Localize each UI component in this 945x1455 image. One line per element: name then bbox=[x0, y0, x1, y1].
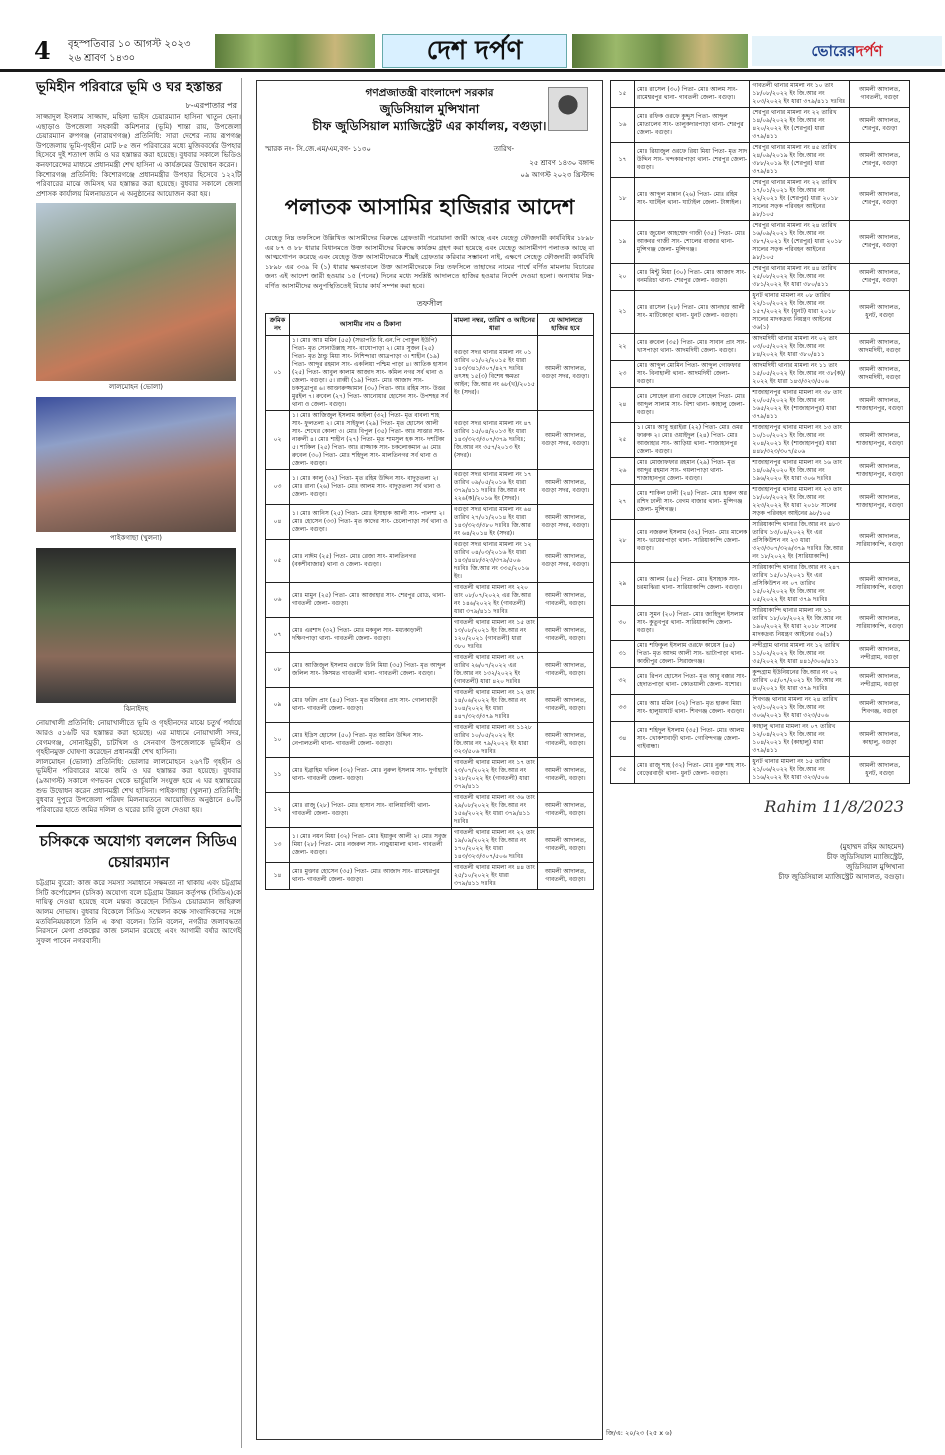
cell-accused: মোঃ রাসেল (৩০) পিতা- মোঃ আলম সাং- রামেশ্বরপুর থানা- গাবতলী জেলা- বগুড়া। bbox=[634, 81, 750, 108]
cell-court: আমলী আদালত, গাবতলী, বগুড়া। bbox=[538, 792, 594, 827]
table-row bbox=[611, 668, 910, 695]
cell-sn: ৩০ bbox=[611, 606, 635, 641]
cell-accused: মোঃ আজিজুল ইসলাম ওরফে চিনি মিয়া (৩৫) পিতা- মৃত আব্দুল জলিল সাং- কিসমত গাবতলী থানা- গাবতলী জেলা- বগুড়া। bbox=[290, 652, 452, 687]
cell-court: আমলী আদালত, শেরপুর, বগুড়া bbox=[850, 221, 910, 264]
logo-part-1: ভোরের bbox=[811, 42, 856, 60]
cell-court: আমলী আদালত, গাবতলী, বগুড়া। bbox=[538, 617, 594, 652]
cell-case: গাবতলী থানার মামলা নং ২২ তাং ১৯/০৯/২০২২ ইং জি.আর নং ১৭০/২০২২ ইং ধারা ১৪৩/৩২৩/৩০৭/৫০৬ দঃবিঃ bbox=[452, 827, 538, 862]
cell-case: শেরপুর থানার মামলা নং ২২ তারিখ ১৭/০১/২০২১ ইং জি.আর নং ২২/২০২১ ইং (শেরপুর) ধারা ২০১৮ সালের সড়ক পরিবহন আইনের ৯৮/১০৫ bbox=[750, 178, 850, 221]
portrait-emblem-icon bbox=[548, 87, 588, 131]
cell-case: গাবতলী থানার মামলা নং ১২ তাং ১৪/০৬/২০২২ ইং জি.আর নং ১০৪/২০২২ ইং ধারা ৪৪৭/৩২৩/৩৭৯ দঃবিঃ bbox=[452, 687, 538, 722]
photo-caption: পাইকগাছা (খুলনা) bbox=[110, 534, 162, 543]
table-row bbox=[266, 617, 594, 652]
cell-case: বগুড়া সদর থানার মামলা নং ০১ তারিখ ০১/০২/২০১৫ ইং ধারা ১৪৩/৩৪১/৩০৭/৪২৭ দঃবিঃ তৎসহ ১৫(৩) বিশেষ ক্ষমতা আইন; জি.আর নং ৬৮(খ)/২০১৫ ইং (সদর)। bbox=[452, 335, 538, 410]
schedule-label: তফসীল bbox=[416, 298, 443, 308]
cell-sn: ১৬ bbox=[611, 108, 635, 143]
cell-accused: মোঃ আব্দুল মোমিন পিতা- আব্দুল গোফফার সাং- বিনাহালী থানা- আদমদিঘী জেলা- বগুড়া। bbox=[634, 361, 750, 388]
cell-case: শাজাহানপুর থানার মামলা নং ১৬ তাং ১৪/০৯/২০২০ ইং জি.আর নং ১৯৬/২০২০ ইং ধারা ৩০৬ দঃবিঃ bbox=[750, 458, 850, 485]
cell-sn: ৩৩ bbox=[611, 695, 635, 722]
table-row bbox=[266, 539, 594, 582]
cell-accused: মোঃ শফিকুল ইসলাম ওরফে কায়েস (৪৫) পিতা- মৃত আদম আলী সাং- ভাটাপাড়া থানা- কাজীপুর জেলা- সিরাজগঞ্জ। bbox=[634, 641, 750, 668]
cell-court: আমলী আদালত, বগুড়া সদর, বগুড়া। bbox=[538, 410, 594, 469]
cell-case: শিবগঞ্জ থানার মামলা নং ২৪ তারিখ ২৩/১০/২০২১ ইং জি.আর নং ৩০৬/২০২১ ইং ধারা ৩২৩/৫০৬ bbox=[750, 695, 850, 722]
notice-body: যেহেতু নিম্ন তফসিলে উল্লিখিত আসামীদের বিরুদ্ধে গ্রেফতারী পরোয়ানা জারী আছে এবং যেহেতু ফৌজদারী কার্যবিধির ১৮৯৮ এর ৮৭ ও ৮৮ ধারার বিধানমতে উক্ত আসামীদের বিরুদ্ধে কার্যক্রম গ্রহণ করা হয়েছে এবং যেহেতু আসামীগণ পলাতক আছে বা আত্মগোপন করেছে এবং যেহেতু উক্ত আসামীদেরকে শীঘ্রই গ্রেফতার করিবার সম্ভাবনা নাই, এক্ষণে সেহেতু ফৌজদারী কার্যবিধি ১৮৯৮ এর ৩৩৯ বি (১) ধারার ক্ষমতাবলে উক্ত আসামীদেরকে নিম্ন তফসিলে তাহাদের নামের পার্শ্বে বর্ণিত মামলায় বিচারের জন্য এই আদেশ জারী হওয়ার ১৫ (পনের) দিনের মধ্যে সংশ্লিষ্ট আদালতে হাজির হওয়ার নির্দেশ দেওয়া হলো। অন্যথায় নিম্ন-বর্ণিত আসামীদের অনুপস্থিতিতেই বিচার কার্য সম্পন্ন করা হবে। bbox=[265, 234, 594, 290]
cell-case: নন্দীগ্রাম থানার মামলা নং ১২ তারিখ ১১/০২/২০২২ ইং জি.আর নং ৩৫/২০২২ ইং ধারা ৪৪১/৩০৬/৪১১ bbox=[750, 641, 850, 668]
cell-sn: ০৮ bbox=[266, 652, 290, 687]
article-paragraph: সাজ্জাদুল ইসলাম সাজ্জাদ, মহিলা ভাইস চেয়ারম্যান হাসিনা খাতুন হেনা। এছাড়াও উপজেলা সহকারী কমিশনার (ভূমি) শান্তা রায়, উপজেলা চেয়ারম্যান রুপগঞ্জ (নারায়ণগঞ্জ) প্রতিনিধি: সারা দেশের ন্যায় রূপগঞ্জ উপজেলায় ভূমি-গৃহহীন মোট ৮৫ জন পরিবারের মধ্যে মুজিববর্ষের উপহার হিসেবে দুই শতাংশ জমি ও ঘর হস্তান্তর করা হয়েছে। বুধবার সকালে ভিডিও কনফারেন্সের মাধ্যমে প্রধানমন্ত্রী শেখ হাসিনা এ কার্যক্রমের উদ্বোধন করেন। bbox=[36, 113, 241, 169]
date-english: ০৯ আগস্ট ২০২৩ খ্রিস্টাব্দ bbox=[520, 171, 594, 179]
section-title: দেশ দর্পণ bbox=[382, 34, 567, 68]
table-row bbox=[611, 334, 910, 361]
cell-accused: ১। মোঃ কালু (৩২) পিতা- মৃত রহিম উদ্দিন সাং- বাদুড়তলা ২। মোঃ রানা (২৬) পিতা- মোঃ আলম সাং- বাদুড়তলা সর্ব থানা ও জেলা- বগুড়া। bbox=[290, 469, 452, 504]
cell-case: শেরপুর থানার মামলা নং ২২ তারিখ ১৪/০৯/২০২২ ইং জি.আর নং ৪২০/২০২২ ইং (শেরপুর) ধারা ৩৭৯/৪১১ bbox=[750, 108, 850, 143]
cell-sn: ৩২ bbox=[611, 668, 635, 695]
cell-court: আমলী আদালত, গাবতলী, বগুড়া bbox=[850, 81, 910, 108]
table-row bbox=[611, 423, 910, 458]
page-date bbox=[68, 38, 190, 66]
cell-case: শেরপুর থানার মামলা নং ৪৪ তারিখ ২৫/০৮/২০২২ ইং জি.আর নং ৩৮১/২০২২ ইং ধারা ৩৮০/৪১১ bbox=[750, 264, 850, 291]
cell-court: আমলী আদালত, শেরপুর, বগুড়া bbox=[850, 108, 910, 143]
cell-case: গাবতলী থানার মামলা নং ১১২৮ তারিখ ১০/০৫/২০২২ ইং জি.আর নং ৭৯/২০২২ ইং ধারা ৩২৩/৫০৬ দঃবিঃ bbox=[452, 722, 538, 757]
cell-sn: ১৭ bbox=[611, 143, 635, 178]
cell-court: আমলী আদালত, শেরপুর, বগুড়া bbox=[850, 143, 910, 178]
article-paragraph: লালমোহন (ভোলা) প্রতিনিধি: ভোলার লালমোহনে ২৬৭টি গৃহহীন ও ভূমিহীন পরিবারের মাঝে জমি ও ঘর হস্তান্তর করা হয়েছে। বুধবার (৯আগস্ট) সকালে গণভবন থেকে ভার্চুয়ালি সংযুক্ত হয়ে এ ঘর হস্তান্তরের শুভ উদ্বোধন করেন প্রধানমন্ত্রী শেখ হাসিনা। পাইকগাছা (খুলনা) প্রতিনিধি: বুধবার দুপুরে উপজেলা পরিষদ মিলনায়তনে আয়োজিত অনুষ্ঠানে ৪০টি পরিবারের হাতে জমির দলিল ও ঘরের চাবি তুলে দেওয়া হয়। bbox=[36, 757, 241, 814]
masthead bbox=[0, 0, 945, 72]
cell-case: সারিয়াকান্দি থানার জি.আর নং ৪৮৩ তারিখ ১৩/০৪/২০২২ ইং এর প্রসিকিউশন নং ২৩ ধারা ৩২৩/৩০৭/৩২৬/৩৭৯ দঃবিঃ জি.আর নং ১৮/২০২২ ইং (সারিয়াকান্দি) bbox=[750, 520, 850, 563]
cell-case: ধুনট থানার মামলা নং ০৮ তারিখ ২২/১০/২০২২ ইং জি.আর নং ১৫৭/২০২২ ইং (ধুনট) ধারা ২০১৮ সালের মাদকদ্রব্য নিয়ন্ত্রণ আইনের ৩৬(১) bbox=[750, 291, 850, 334]
cell-court: আমলী আদালত, কাহালু, বগুড়া bbox=[850, 722, 910, 757]
table-header bbox=[266, 313, 594, 335]
cell-case: সারিয়াকান্দি থানার জি.আর নং ২৪৭ তারিখ ১৫/০১/২০২১ ইং এর প্রসিকিউশন নং ০৭ তারিখ ১৫/০২/২০২২ ইং জি.আর নং ০৫/২০২২ ইং ধারা ৩৭৯ দঃবিঃ bbox=[750, 563, 850, 606]
cell-case: শাজাহানপুর থানার মামলা নং ১৩ তাং ১০/১০/২০২১ ইং জি.আর নং ২০৪/২০২১ ইং (শাজাহানপুর) ধারা ৪৪৮/৩২৩/৩০৭/৫০৬ bbox=[750, 423, 850, 458]
cell-sn: ১৩ bbox=[266, 827, 290, 862]
table-row bbox=[266, 652, 594, 687]
signature: Rahim 11/8/2023 bbox=[764, 797, 904, 816]
cell-court: আমলী আদালত, সারিয়াকান্দি, বগুড়া bbox=[850, 563, 910, 606]
newspaper-logo bbox=[752, 36, 942, 66]
table-row bbox=[611, 178, 910, 221]
cell-court: আমলী আদালত, গাবতলী, বগুড়া। bbox=[538, 827, 594, 862]
table-row bbox=[266, 335, 594, 410]
cell-sn: ২২ bbox=[611, 334, 635, 361]
cell-accused: মোঃ ফরিদ প্রাং (৪৫) পিতা- মৃত মজিবর প্রাং সাং- গোলাবাড়ী থানা- গাবতলী জেলা- বগুড়া। bbox=[290, 687, 452, 722]
table-row bbox=[611, 563, 910, 606]
cell-case: গাবতলী থানার মামলা নং ১৭ তাং ২৩/০৭/২০২২ ইং জি.আর নং ১২৮/২০২২ ইং (গাবতলী) ধারা ৩৭৯/৪১১ bbox=[452, 757, 538, 792]
cell-sn: ২৩ bbox=[611, 361, 635, 388]
cell-case: কাহালু থানার মামলা নং ০৭ তারিখ ১২/০৪/২০২১ ইং জি.আর নং ১০৪/২০২১ ইং (কাহালু) ধারা ৩৭৯/৪১১ bbox=[750, 722, 850, 757]
cell-accused: মোঃ রাজু (২৮) পিতা- মোঃ হাসান সাং- বালিয়াদিঘী থানা- গাবতলী জেলা- বগুড়া। bbox=[290, 792, 452, 827]
cell-court: আমলী আদালত, শিবগঞ্জ, বগুড়া bbox=[850, 695, 910, 722]
signatory-title: জুডিসিয়াল মুন্সিখানা bbox=[846, 863, 904, 871]
advertisement-reference: জি/এ: ২০/২৩ (২৫ x ৬) bbox=[606, 1429, 672, 1437]
cell-case: ধুনট থানার মামলা নং ১৫ তারিখ ২১/০৬/২০২২ ইং জি.আর নং ১১৬/২০২২ ইং ধারা ৩২৩/৫০৬ bbox=[750, 757, 850, 784]
table-row bbox=[611, 757, 910, 784]
article-paragraph: নোয়াখালী প্রতিনিধি: নোয়াখালীতে ভূমি ও গৃহহীনদের মাঝে চতুর্থ পর্যায়ে আরও ৫১৬টি ঘর হস্তান্তর করা হয়েছে। এর মাধ্যমে নোয়াখালী সদর, বেগমগঞ্জ, সোনাইমুড়ী, চাটখিল ও সেনবাগ উপজেলাকে ভূমিহীন ও গৃহহীনমুক্ত ঘোষণা করেছেন প্রধানমন্ত্রী শেখ হাসিনা। bbox=[36, 719, 241, 757]
table-row bbox=[611, 81, 910, 108]
cell-court: আমলী আদালত, বগুড়া সদর, বগুড়া। bbox=[538, 469, 594, 504]
cell-sn: ০৫ bbox=[266, 539, 290, 582]
schedule-table bbox=[265, 313, 594, 890]
cell-accused: মোঃ মামুন (২৫) পিতা- মোঃ আজাহার সাং- শেরপুর রোড, থানা- গাবতলী জেলা- বগুড়া। bbox=[290, 582, 452, 617]
cell-case: গাবতলী থানার মামলা নং ৩৬ তাং ২৯/০৮/২০২২ ইং জি.আর নং ১৫৬/২০২২ ইং ধারা ৩৭৯/৪১১ দঃবিঃ bbox=[452, 792, 538, 827]
cell-court: আমলী আদালত, শাজাহানপুর, বগুড়া bbox=[850, 485, 910, 520]
notice-date bbox=[265, 157, 594, 181]
table-row bbox=[266, 722, 594, 757]
table-row bbox=[611, 388, 910, 423]
table-row bbox=[611, 520, 910, 563]
cell-case: সারিয়াকান্দি থানার মামলা নং ১১ তারিখ ১৮/০৮/২০২২ ইং জি.আর নং ১৯০/২০২২ ইং ধারা ২০১৮ সালের মাদকদ্রব্য নিয়ন্ত্রণ আইনের ৩৬(১) bbox=[750, 606, 850, 641]
cell-accused: মোঃ এরশাদ (৩২) পিতা- মোঃ মকবুল সাং- মধ্যকাড়ালী দক্ষিণপাড়া থানা- গাবতলী জেলা- বগুড়া। bbox=[290, 617, 452, 652]
table-row bbox=[611, 291, 910, 334]
cell-case: বগুড়া সদর থানার মামলা নং ১৭ তারিখ ০৯/০৫/২০১৬ ইং ধারা ৩৭৯/৪১১ দঃবিঃ জি.আর নং ২২৬(ক)/২০১৬ ইং (সদর)। bbox=[452, 469, 538, 504]
cell-case: শাজাহানপুর থানার মামলা নং ৩৮ তাং ২০/০৫/২০২২ ইং জি.আর নং ১৬৫/২০২২ ইং (শাজাহানপুর) ধারা ৩৭৯/৪১১ bbox=[750, 388, 850, 423]
article-headline: ভূমিহীন পরিবারে ভূমি ও ঘর হস্তান্তর bbox=[36, 80, 223, 95]
cell-accused: মোঃ সুমন (২০) পিতা- মোঃ জাহিদুল ইসলাম সাং- কুতুবপুর থানা- সারিয়াকান্দি জেলা- বগুড়া। bbox=[634, 606, 750, 641]
cell-accused: মোঃ মুক্তার হোসেন (৩৫) পিতা- মোঃ আজাদ সাং- রামেশ্বরপুর থানা- গাবতলী জেলা- বগুড়া। bbox=[290, 862, 452, 889]
cell-court: আমলী আদালত, সারিয়াকান্দি, বগুড়া bbox=[850, 606, 910, 641]
cell-court: আমলী আদালত, ধুনট, বগুড়া bbox=[850, 757, 910, 784]
cell-court: আমলী আদালত, গাবতলী, বগুড়া। bbox=[538, 722, 594, 757]
table-row bbox=[611, 458, 910, 485]
cell-court: আমলী আদালত, নন্দীগ্রাম, বগুড়া bbox=[850, 668, 910, 695]
col-sn: ক্রমিক নং bbox=[266, 313, 290, 335]
col-case: মামলা নম্বর, তারিখ ও আইনের ধারা bbox=[452, 313, 538, 335]
table-row bbox=[266, 469, 594, 504]
news-photo bbox=[36, 548, 236, 714]
cell-court: আমলী আদালত, গাবতলী, বগুড়া। bbox=[538, 687, 594, 722]
date-gregorian: বৃহস্পতিবার ১০ আগস্ট ২০২৩ bbox=[68, 39, 191, 50]
table-row bbox=[266, 504, 594, 539]
cell-sn: ০৩ bbox=[266, 469, 290, 504]
table-row bbox=[611, 695, 910, 722]
article-paragraph: কিশোরগঞ্জ প্রতিনিধি: কিশোরগঞ্জে প্রধানমন্ত্রীর উপহার হিসেবে ১২২টি পরিবারের মাঝে জমিসহ ঘর হস্তান্তর করা হয়েছে। বুধবার সকালে জেলা প্রশাসক কার্যালয় মিলনায়তনে এ অনুষ্ঠানের আয়োজন করা হয়। bbox=[36, 170, 241, 198]
cell-sn: ২৭ bbox=[611, 485, 635, 520]
cell-accused: মোঃ আঃ মমিন (৩২) পিতা- মৃত হারুন মিয়া সাং- হালুয়াঘাট থানা- শিবগঞ্জ জেলা- বগুড়া। bbox=[634, 695, 750, 722]
cell-accused: ১। মোঃ আবু হুরাইরা (২২) পিতা- মোঃ ওমর ফারুক ২। মোঃ ওয়াইদুল (২৪) পিতা- মোঃ আজাহার সাং- আড়িয়া থানা- শাজাহানপুর জেলা- বগুড়া। bbox=[634, 423, 750, 458]
cell-case: বগুড়া সদর থানার মামলা নং ৪৭ তারিখ ১৫/০৪/২০১৩ ইং ধারা ১৪৩/৩২৩/৩০৭/৩৭৯ দঃবিঃ; জি.আর নং ৩৫৭/২০১৩ ইং (সদর)। bbox=[452, 410, 538, 469]
cell-court: আমলী আদালত, সারিয়াকান্দি, বগুড়া bbox=[850, 520, 910, 563]
cell-case: গাবতলী থানার মামলা নং ২২০ তাং ০৮/০৭/২০২২ এর জি.আর নং ১৪৬/২০২২ ইং (গাবতলী) ধারা ৩৭৯/৪১১ দঃবিঃ bbox=[452, 582, 538, 617]
table-row bbox=[266, 687, 594, 722]
notice-government: গণপ্রজাতন্ত্রী বাংলাদেশ সরকার bbox=[365, 87, 494, 99]
cell-accused: মোঃ ইব্রাহিম খলিল (৩২) পিতা- মোঃ নুরুল ইসলাম সাং- দুর্গাহাটা থানা- গাবতলী জেলা- বগুড়া। bbox=[290, 757, 452, 792]
cell-sn: ০৭ bbox=[266, 617, 290, 652]
cell-court: আমলী আদালত, নন্দীগ্রাম, বগুড়া bbox=[850, 641, 910, 668]
cell-accused: মোঃ মোজাফফার রহমান (২৯) পিতা- মৃত আব্দুর রহমান সাং- গয়লাপাড়া থানা- শাজাহানপুর জেলা- বগুড়া। bbox=[634, 458, 750, 485]
cell-sn: ০৪ bbox=[266, 504, 290, 539]
cell-case: আদমদিঘী থানার মামলা নং ১১ তাং ১৫/০৫/২০২২ ইং জি.আর নং ৩৮(ক)/২০২২ ইং ধারা ১৪৩/৩২৩/৫০৬ bbox=[750, 361, 850, 388]
cell-accused: মোঃ রাজু শাহ (৩২) পিতা- মোঃ নুরু শাহ সাং- বেড়েরবাড়ী থানা- ধুনট জেলা- বগুড়া। bbox=[634, 757, 750, 784]
cell-sn: ১১ bbox=[266, 757, 290, 792]
page-number: 4 bbox=[34, 36, 51, 65]
cell-accused: মোঃ জুয়েল আহম্মেদ গাজী (৩৫) পিতা- মোঃ আকবর গাজী সাং- শোলের বাজার থানা- মুন্সিগঞ্জ জেলা- মুন্সিগঞ্জ। bbox=[634, 221, 750, 264]
table-row bbox=[611, 361, 910, 388]
cell-court: আমলী আদালত, বগুড়া সদর, বগুড়া। bbox=[538, 539, 594, 582]
court-notice bbox=[256, 80, 603, 1440]
notice-office-address: চীফ জুডিসিয়াল ম্যাজিস্ট্রেট এর কার্যালয়, বগুড়া। bbox=[312, 119, 547, 133]
memo-line bbox=[265, 143, 594, 155]
schedule-table-continued bbox=[610, 80, 910, 784]
cell-sn: ১৫ bbox=[611, 81, 635, 108]
signatory-title: চীফ জুডিসিয়াল ম্যাজিস্ট্রেট আদালত, বগুড়া। bbox=[778, 873, 904, 881]
cell-case: শাজাহানপুর থানার মামলা নং ২৩ তাং ১৮/০৮/২০২২ ইং জি.আর নং ২২৩/২০২২ ইং ধারা ২০১৮ সালের সড়ক পরিবহন আইনের ৯৮/১০৫ bbox=[750, 485, 850, 520]
continuation-note: ৮-এরপাতার পর bbox=[185, 101, 237, 110]
table-row bbox=[611, 606, 910, 641]
cell-accused: মোঃ শাকিল ঢালী (২৪) পিতা- মোঃ হারুন অর রশিদ ঢালী সাং- বেগম বাজার থানা- মুন্সিগঞ্জ জেলা- মুন্সিগঞ্জ। bbox=[634, 485, 750, 520]
cell-sn: ১৯ bbox=[611, 221, 635, 264]
cell-accused: মোঃ মিন্টু মিয়া (৩০) পিতা- মোঃ আজাদ সাং- বনমরিচা থানা- শেরপুর জেলা- বগুড়া। bbox=[634, 264, 750, 291]
cell-sn: ৩৫ bbox=[611, 757, 635, 784]
cell-accused: মোঃ রাসেল (২৮) পিতা- মোঃ আনছার আলী সাং- মাটিকোড়া থানা- ধুনট জেলা- বগুড়া। bbox=[634, 291, 750, 334]
cell-accused: মোঃ ইদ্রিস হোসেন (৫০) পিতা- মৃত আমিন উদ্দিন সাং- নেপালতলী থানা- গাবতলী জেলা- বগুড়া। bbox=[290, 722, 452, 757]
cell-case: বগুড়া সদর থানার মামলা নং ১২ তারিখ ০৪/০৩/২০১৬ ইং ধারা ১৪৩/৪৪৮/৩২৩/৩৭৯/৫০৬ দঃবিঃ জি.আর নং ৩৩৫/২০১৬ ইং। bbox=[452, 539, 538, 582]
cell-sn: ২৬ bbox=[611, 458, 635, 485]
cell-case: শেরপুর থানার মামলা নং ২৪ তারিখ ১৬/০৯/২০২১ ইং জি.আর নং ৩৮৭/২০২১ ইং (শেরপুর) ধারা ২০১৮ সালের সড়ক পরিবহন আইনের ৯৮/১০৫ bbox=[750, 221, 850, 264]
cell-case: কুন্দগ্রাম ইউনিয়নের জি.আর নং ০২ তারিখ ০৫/০৭/২০২১ ইং জি.আর নং ৪০/২০২১ ইং ধারা ৩৭৯ দঃবিঃ bbox=[750, 668, 850, 695]
notice-title: পলাতক আসামির হাজিরার আদেশ bbox=[284, 195, 575, 219]
cell-court: আমলী আদালত, বগুড়া সদর, বগুড়া। bbox=[538, 504, 594, 539]
cell-accused: মোঃ রফিক ওরফে কুদ্দুস পিতা- আব্দুল মোতালেব সাং- তালুকদারপাড়া থানা- শেরপুর জেলা- বগুড়া। bbox=[634, 108, 750, 143]
table-row bbox=[611, 221, 910, 264]
cell-case: শেরপুর থানার মামলা নং ৪৫ তারিখ ২৪/০৯/২০১৯ ইং জি.আর নং ৩৮৮/২০১৯ ইং (শেরপুর) ধারা ৩৭৯/৪১১ bbox=[750, 143, 850, 178]
cell-accused: মোঃ সোহেল রানা ওরফে সোহেল পিতা- মোঃ আব্দুল সালাম সাং- বিশা থানা- কাহালু জেলা- বগুড়া। bbox=[634, 388, 750, 423]
cell-accused: মোঃ রিয়াজুল ওরফে রিয়া মিয়া পিতা- মৃত সাদ উদ্দিন সাং- খন্দকারপাড়া থানা- শেরপুর জেলা- বগুড়া। bbox=[634, 143, 750, 178]
cell-sn: ০৬ bbox=[266, 582, 290, 617]
cell-sn: ১০ bbox=[266, 722, 290, 757]
table-row bbox=[266, 792, 594, 827]
masthead-photo-right bbox=[572, 34, 748, 68]
cell-sn: ২৪ bbox=[611, 388, 635, 423]
cell-court: আমলী আদালত, গাবতলী, বগুড়া। bbox=[538, 652, 594, 687]
logo-part-2: দর্পণ bbox=[855, 42, 883, 60]
table-row bbox=[266, 582, 594, 617]
table-row bbox=[266, 862, 594, 889]
signatory-title: চীফ জুডিসিয়াল ম্যাজিস্ট্রেট, bbox=[826, 853, 904, 861]
table-row bbox=[611, 143, 910, 178]
cell-accused: মোঃ নজরুল ইসলাম (৩২) পিতা- মোঃ মালেক সাং- ভায়েরপাড়া থানা- সারিয়াকান্দি জেলা- বগুড়া। bbox=[634, 520, 750, 563]
table-row bbox=[266, 410, 594, 469]
cell-sn: ০১ bbox=[266, 335, 290, 410]
signature-block bbox=[610, 797, 910, 882]
photo-caption: ঝিনাইদহ bbox=[123, 705, 149, 714]
cell-court: আমলী আদালত, শেরপুর, বগুড়া bbox=[850, 264, 910, 291]
table-row bbox=[611, 264, 910, 291]
cell-court: আমলী আদালত, শাজাহানপুর, বগুড়া bbox=[850, 458, 910, 485]
table-row bbox=[611, 485, 910, 520]
col-court: যে আদালতে হাজির হবে bbox=[538, 313, 594, 335]
masthead-photo-left bbox=[215, 34, 375, 68]
cell-accused: ১। মোঃ নয়ন মিয়া (৩২) পিতা- মোঃ ইয়াকুব আলী ২। মোঃ সবুজ মিয়া (২৮) পিতা- মোঃ নজরুল সাং- নাড়ুয়ামালা থানা- গাবতলী জেলা- বগুড়া। bbox=[290, 827, 452, 862]
cell-court: আমলী আদালত, আদমদিঘী, বগুড়া bbox=[850, 334, 910, 361]
cell-court: আমলী আদালত, গাবতলী, বগুড়া। bbox=[538, 757, 594, 792]
date-bengali: ২৬ শ্রাবণ ১৪৩০ bbox=[68, 53, 136, 64]
cell-accused: মোঃ রিপন হোসেন পিতা- মৃত আবু বক্কার সাং- হেদাতপাড়া থানা- কোতয়ালী জেলা- যশোর। bbox=[634, 668, 750, 695]
notice-office: জুডিসিয়াল মুন্সিখানা bbox=[379, 102, 480, 116]
memo-number: স্মারক নং- সি.জে.এম/এম,বগ- ১১৩০ bbox=[265, 145, 371, 153]
cell-sn: ৩১ bbox=[611, 641, 635, 668]
cell-case: গাবতলী থানার মামলা নং ০৭ তারিখ ২৬/০৭/২০২২ এর জি.আর নং ১৩২/২০২২ ইং (গাবতলী) ধারা ৪২০ দঃবিঃ bbox=[452, 652, 538, 687]
cell-court: আমলী আদালত, বগুড়া সদর, বগুড়া। bbox=[538, 335, 594, 410]
cell-sn: ২০ bbox=[611, 264, 635, 291]
cell-case: গাবতলী থানার মামলা নং ১০ তাং ১৮/০৮/২০২২ ইং জি.আর নং ২০৩/২০২২ ইং ধারা ৩৭৯/৪১১ দঃবিঃ bbox=[750, 81, 850, 108]
cell-sn: ২৯ bbox=[611, 563, 635, 606]
cell-sn: ০৯ bbox=[266, 687, 290, 722]
table-row bbox=[266, 827, 594, 862]
cell-sn: ২১ bbox=[611, 291, 635, 334]
cell-court: আমলী আদালত, শেরপুর, বগুড়া bbox=[850, 178, 910, 221]
schedule-continuation bbox=[610, 80, 910, 1440]
table-row bbox=[611, 641, 910, 668]
table-row bbox=[611, 722, 910, 757]
cell-sn: ১৪ bbox=[266, 862, 290, 889]
cell-sn: ৩৪ bbox=[611, 722, 635, 757]
news-photo bbox=[36, 397, 236, 543]
cell-case: গাবতলী থানার মামলা নং ১৫ তাং ১৩/০৮/২০২১ ইং জি.আর নং ১২০/২০২১ (গাবতলী) ধারা ৩৮০ দঃবিঃ bbox=[452, 617, 538, 652]
cell-accused: মোঃ শহিদুল ইসলাম (৩৫) পিতা- মোঃ আলম সাং- খোকশাবাড়ী থানা- গোবিন্দগঞ্জ জেলা- গাইবান্ধা। bbox=[634, 722, 750, 757]
left-news-column bbox=[36, 78, 242, 1448]
date-bengali: ২৫ শ্রাবণ ১৪৩০ বঙ্গাব্দ bbox=[529, 159, 594, 167]
cell-accused: ১। মোঃ আজিজুল ইসলাম কাইলা (৩২) পিতা- মৃত বাবলা শাহ সাং- ফুলতলা ২। মোঃ সাইফুল (২৯) পিতা- মৃত হোসেন আলী সাং- শেখের কোলা ৩। মোঃ বিপুল (৩৫) পিতা- আঃ সাত্তার সাং- নারুলী ৪। মোঃ শাহীন (২৭) পিতা- মৃত শামসুল হক সাং- দশটিকা ৫। শাকিল (২৫) পিতা- আঃ রাজ্জাক সাং- চকলোকমান ৬। মোঃ রুবেল (৩০) পিতা- মোঃ শহিদুল সাং- মালতিনগর সর্ব থানা ও জেলা- বগুড়া। bbox=[290, 410, 452, 469]
photo-caption: লালমোহন (ভোলা) bbox=[108, 383, 164, 392]
article-paragraph: চট্টগ্রাম ব্যুরো: কাজ করে সমস্যা সমাধানে সক্ষমতা না থাকায় এবং চট্টগ্রাম সিটি কর্পোরেশন (চসিক) অযোগ্য বলে চট্টগ্রাম উন্নয়ন কর্তৃপক্ষ (সিডিএ)কে দায়িত্ব দেওয়া হয়েছে বলে মন্তব্য করেছেন সিডিএ চেয়ারম্যান জহিরুল আলম দোভাষ। বুধবার বিকেলে সিডিএ সম্মেলন কক্ষে সাংবাদিকদের সঙ্গে মতবিনিময়কালে তিনি এ কথা বলেন। তিনি বলেন, নগরীর জলাবদ্ধতা নিরসনে মেগা প্রকল্পের কাজ চলমান রয়েছে এবং আগামী বর্ষার আগেই সুফল পাবেন নগরবাসী। bbox=[36, 879, 241, 945]
cell-court: আমলী আদালত, শাজাহানপুর, বগুড়া bbox=[850, 423, 910, 458]
cell-case: আদমদিঘী থানার মামলা নং ০২ তাং ০৩/০৫/২০২২ ইং জি.আর নং ৮৪/২০২২ ইং ধারা ৩৮০/৪১১ bbox=[750, 334, 850, 361]
cell-accused: মোঃ নাঈম (২৫) পিতা- মোঃ রেজা সাং- মালতিনগর (বকশীবাজার) থানা ও জেলা- বগুড়া। bbox=[290, 539, 452, 582]
signatory-name: (মুহাম্মদ রহিম আহমেদ) bbox=[839, 843, 904, 851]
table-row bbox=[266, 757, 594, 792]
cell-court: আমলী আদালত, শাজাহানপুর, বগুড়া bbox=[850, 388, 910, 423]
news-photo bbox=[36, 203, 236, 392]
cell-sn: ০২ bbox=[266, 410, 290, 469]
cell-accused: ১। মোঃ আঃ মমিন (৫৫) (সভাপতি বি.এন.পি পোকুল ইউপি) পিতা- মৃত সোনাউল্লাহ সাং- বাঘোপাড়া ২। মোঃ সুজন (২৫) পিতা- মৃত ঠান্ডু মিয়া সাং- নিশিন্দারা আত্রপাড়া ৩। শাহীন (১৯) পিতা- আব্দুর রহমান সাং- একলিয়া পশ্চিম পাড়া ৪। আতিক হাসান (২৫) পিতা- আবুল কালাম আজাদ সাং- কমিল নগর সর্ব থানা ও জেলা- বগুড়া। ৫। রাব্বী (১৯) পিতা- মোঃ আজাদ সাং- চকসুত্রাপুর ৬। আক্তারুজ্জামান (৩০) পিতা- আঃ রহিম সাং- উত্তর মুরইল ৭। রুবেল (২৭) পিতা- আনোয়ার হোসেন সাং- উপশহর সর্ব থানা ও জেলা- বগুড়া। bbox=[290, 335, 452, 410]
cell-court: আমলী আদালত, আদমদিঘী, বগুড়া bbox=[850, 361, 910, 388]
col-accused: আসামীর নাম ও ঠিকানা bbox=[290, 313, 452, 335]
cell-accused: ১। মোঃ আনিস (২৫) পিতা- মোঃ ইসাহাক আলী সাং- পালশা ২। মোঃ হোসেন (৩৩) পিতা- মৃত কাদের সাং- চেলোপাড়া সর্ব থানা ও জেলা- বগুড়া। bbox=[290, 504, 452, 539]
article-headline: চসিককে অযোগ্য বললেন সিডিএ চেয়ারম্যান bbox=[36, 825, 241, 873]
cell-court: আমলী আদালত, গাবতলী, বগুড়া। bbox=[538, 862, 594, 889]
cell-case: গাবতলী থানার মামলা নং ৪৪ তাং ২৫/১০/২০২২ ইং ধারা ৩৭৯/৪১১ দঃবিঃ bbox=[452, 862, 538, 889]
memo-date-label: তারিখ- bbox=[493, 145, 514, 153]
cell-sn: ১৮ bbox=[611, 178, 635, 221]
cell-sn: ২৮ bbox=[611, 520, 635, 563]
cell-accused: মোঃ রুবেল (৩৫) পিতা- মোঃ সাবান প্রাং সাং- খাসপাড়া থানা- আদমদিঘী জেলা- বগুড়া। bbox=[634, 334, 750, 361]
cell-sn: ২৫ bbox=[611, 423, 635, 458]
cell-sn: ১২ bbox=[266, 792, 290, 827]
table-row bbox=[611, 108, 910, 143]
cell-case: বগুড়া সদর থানার মামলা নং ৬৪ তারিখ ২৭/০১/২০১৪ ইং ধারা ১৪৩/৩২৩/৩৮০ দঃবিঃ জি.আর নং ৬৪/২০১৪ ইং (সদর)। bbox=[452, 504, 538, 539]
cell-court: আমলী আদালত, ধুনট, বগুড়া bbox=[850, 291, 910, 334]
cell-accused: মোঃ আব্দুল মান্নান (২৬) পিতা- মোঃ রহিম সাং- ঘাটইল থানা- ঘাটাইল জেলা- টাঙ্গাইল। bbox=[634, 178, 750, 221]
cell-accused: মোঃ আলম (৪৫) পিতা- মোঃ ইসাহাক সাং- চরমাঝিরা থানা- সারিয়াকান্দি জেলা- বগুড়া। bbox=[634, 563, 750, 606]
cell-court: আমলী আদালত, গাবতলী, বগুড়া। bbox=[538, 582, 594, 617]
